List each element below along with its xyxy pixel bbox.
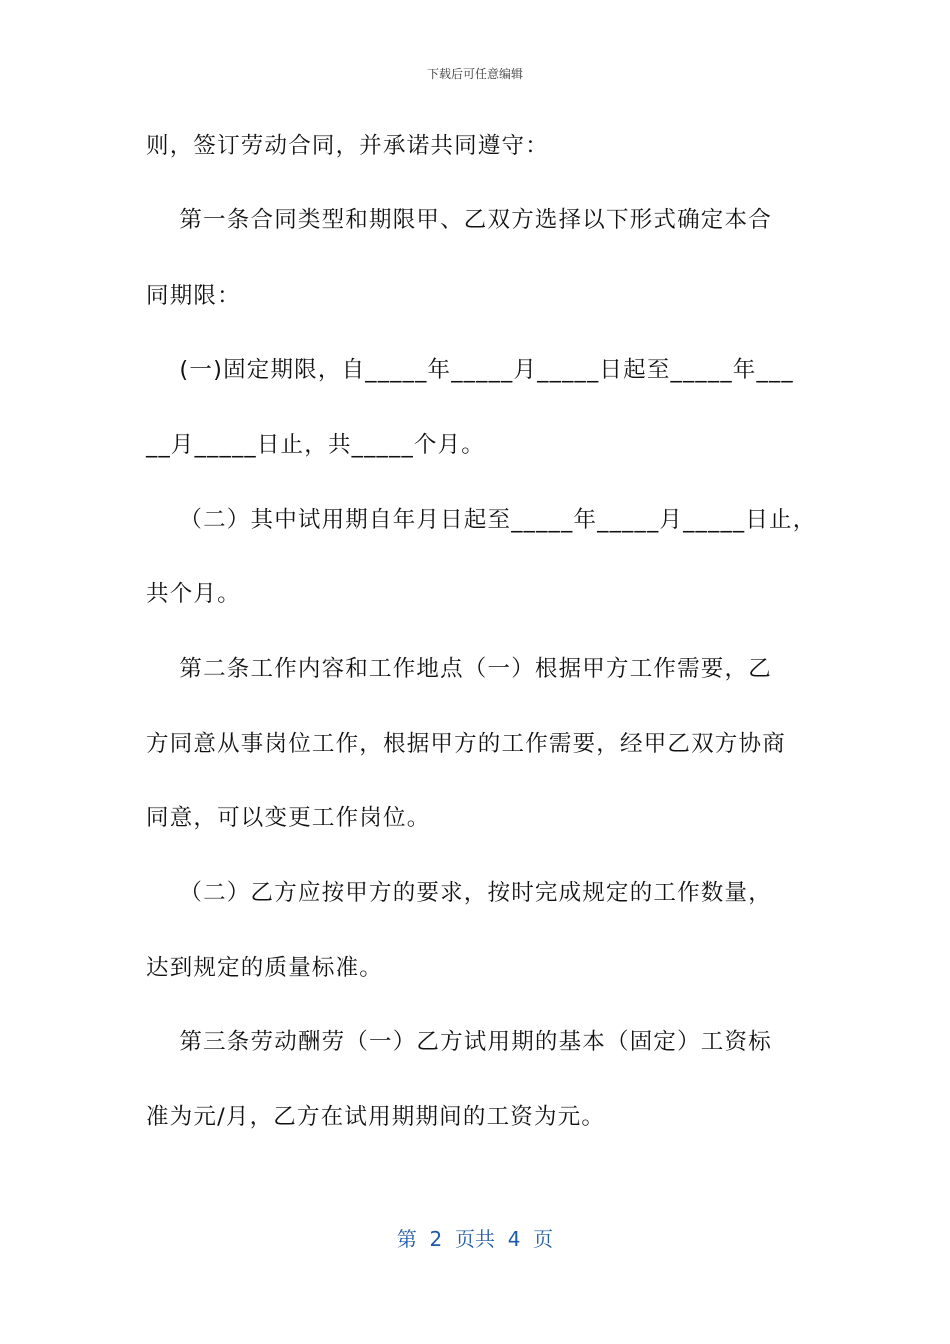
body-text-line: 第二条工作内容和工作地点（一）根据甲方工作需要，乙 bbox=[146, 656, 772, 682]
body-text-line: 方同意从事岗位工作，根据甲方的工作需要，经甲乙双方协商 bbox=[146, 731, 786, 757]
body-text-line: （二）乙方应按甲方的要求，按时完成规定的工作数量， bbox=[146, 880, 772, 906]
body-text-line: 第三条劳动酬劳（一）乙方试用期的基本（固定）工资标 bbox=[146, 1029, 772, 1055]
body-text-line: 同意，可以变更工作岗位。 bbox=[146, 805, 431, 831]
body-text-line: 共个月。 bbox=[146, 581, 241, 607]
body-text-line: 达到规定的质量标准。 bbox=[146, 955, 384, 981]
body-text-line: （二）其中试用期自年月日起至_____年_____月_____日止， bbox=[146, 507, 817, 533]
page-header: 下载后可任意编辑 bbox=[426, 67, 523, 81]
body-text-line: (一)固定期限，自_____年_____月_____日起至_____年___ bbox=[146, 357, 794, 383]
body-text-line: 同期限： bbox=[146, 283, 241, 309]
body-text-line: 第一条合同类型和期限甲、乙双方选择以下形式确定本合 bbox=[146, 207, 772, 233]
body-text-line: __月_____日止，共_____个月。 bbox=[146, 432, 486, 458]
page-number-footer: 第 2 页共 4 页 bbox=[396, 1227, 554, 1251]
body-text-line: 则，签订劳动合同，并承诺共同遵守： bbox=[146, 133, 549, 159]
body-text-line: 准为元/月，乙方在试用期期间的工资为元。 bbox=[146, 1104, 606, 1130]
